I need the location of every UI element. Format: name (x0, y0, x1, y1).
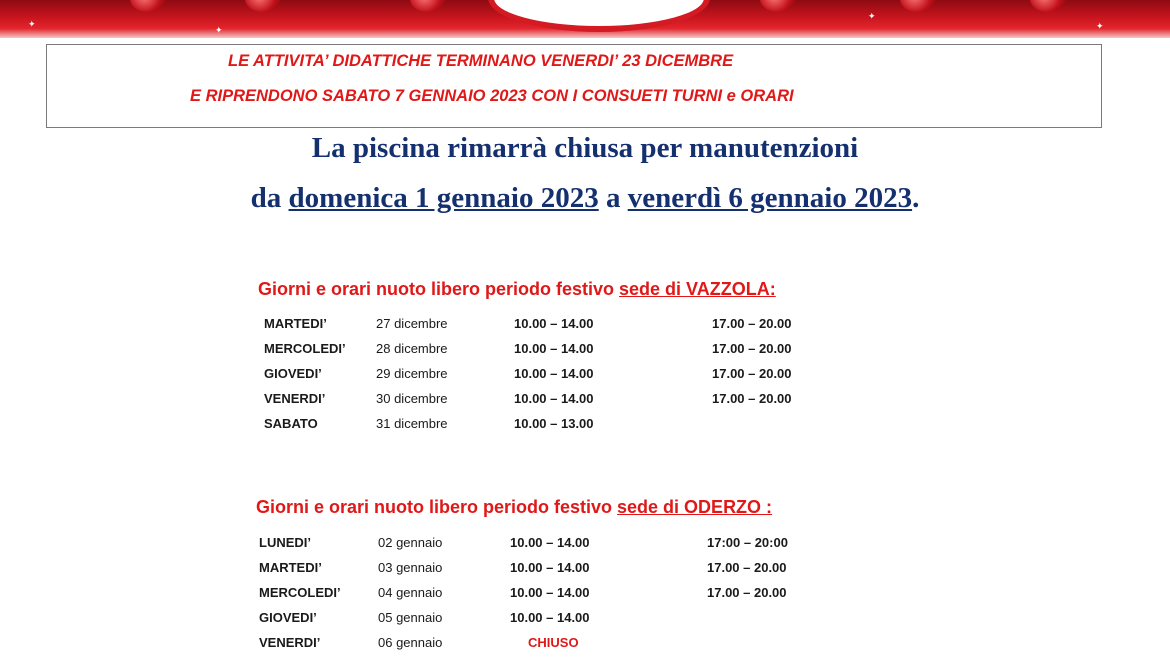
sparkle-icon: ✦ (1096, 21, 1104, 31)
row-day: MERCOLEDI’ (259, 585, 341, 600)
oderzo-row (0, 535, 1170, 560)
row-afternoon: 17.00 – 20.00 (712, 316, 792, 331)
vazzola-row (0, 391, 1170, 416)
row-morning: 10.00 – 14.00 (510, 535, 590, 550)
oderzo-row (0, 585, 1170, 610)
vazzola-title-prefix: Giorni e orari nuoto libero periodo festivo (258, 279, 620, 299)
row-day: GIOVEDI’ (264, 366, 322, 381)
row-morning: 10.00 – 14.00 (514, 316, 594, 331)
row-day: MARTEDI’ (259, 560, 322, 575)
row-day: MARTEDI’ (264, 316, 327, 331)
ornament-icon (1030, 0, 1066, 12)
closure-dates (0, 182, 1170, 215)
oderzo-row (0, 560, 1170, 585)
row-day: GIOVEDI’ (259, 610, 317, 625)
row-morning: 10.00 – 14.00 (510, 585, 590, 600)
notice-line-2: E RIPRENDONO SABATO 7 GENNAIO 2023 CON I CONSUETI TURNI e ORARI (190, 87, 794, 105)
row-morning: 10.00 – 14.00 (514, 391, 594, 406)
row-date: 05 gennaio (378, 610, 443, 625)
closure-end-date: venerdì 6 gennaio 2023 (627, 182, 913, 214)
vazzola-row (0, 416, 1170, 441)
vazzola-row (0, 316, 1170, 341)
vazzola-row (0, 341, 1170, 366)
closure-dates-mid: a (598, 182, 628, 214)
sparkle-icon: ✦ (868, 11, 876, 21)
ornament-icon (245, 0, 281, 12)
closed-label: CHIUSO (528, 635, 579, 650)
row-morning: 10.00 – 14.00 (514, 341, 594, 356)
row-date: 02 gennaio (378, 535, 443, 550)
row-date: 27 dicembre (376, 316, 448, 331)
row-day: LUNEDI’ (259, 535, 311, 550)
row-day: SABATO (264, 416, 318, 431)
row-morning: 10.00 – 13.00 (514, 416, 594, 431)
row-day: MERCOLEDI’ (264, 341, 346, 356)
sparkle-icon: ✦ (28, 19, 36, 29)
row-date: 03 gennaio (378, 560, 443, 575)
closure-dates-prefix: da (250, 182, 289, 214)
ornament-icon (760, 0, 796, 12)
oderzo-section-title (256, 497, 772, 518)
row-morning: 10.00 – 14.00 (510, 610, 590, 625)
festive-banner (0, 0, 1170, 38)
row-date: 30 dicembre (376, 391, 448, 406)
row-date: 31 dicembre (376, 416, 448, 431)
vazzola-row (0, 366, 1170, 391)
row-afternoon: 17.00 – 20.00 (712, 341, 792, 356)
oderzo-row (0, 635, 1170, 660)
row-afternoon: 17.00 – 20.00 (707, 585, 787, 600)
row-morning: 10.00 – 14.00 (514, 366, 594, 381)
vazzola-section-title (258, 279, 776, 300)
row-day: VENERDI’ (264, 391, 326, 406)
closure-start-date: domenica 1 gennaio 2023 (288, 182, 599, 214)
row-date: 06 gennaio (378, 635, 443, 650)
vazzola-title-location: sede di VAZZOLA: (619, 279, 776, 299)
notice-line-1: LE ATTIVITA’ DIDATTICHE TERMINANO VENERDI’ 23 DICEMBRE (228, 52, 734, 70)
ornament-icon (900, 0, 936, 12)
row-date: 04 gennaio (378, 585, 443, 600)
closure-headline: La piscina rimarrà chiusa per manutenzioni (311, 132, 859, 164)
closure-dates-suffix: . (912, 182, 920, 214)
row-date: 29 dicembre (376, 366, 448, 381)
row-afternoon: 17:00 – 20:00 (707, 535, 788, 550)
oderzo-row (0, 610, 1170, 635)
row-day: VENERDI’ (259, 635, 321, 650)
ornament-icon (410, 0, 446, 12)
row-afternoon: 17.00 – 20.00 (712, 366, 792, 381)
row-afternoon: 17.00 – 20.00 (707, 560, 787, 575)
oderzo-title-prefix: Giorni e orari nuoto libero periodo festivo (256, 497, 618, 517)
sparkle-icon: ✦ (215, 25, 223, 35)
row-morning: 10.00 – 14.00 (510, 560, 590, 575)
oderzo-title-location: sede di ODERZO : (617, 497, 773, 517)
ornament-icon (130, 0, 166, 12)
banner-medallion (488, 0, 710, 32)
row-afternoon: 17.00 – 20.00 (712, 391, 792, 406)
row-date: 28 dicembre (376, 341, 448, 356)
